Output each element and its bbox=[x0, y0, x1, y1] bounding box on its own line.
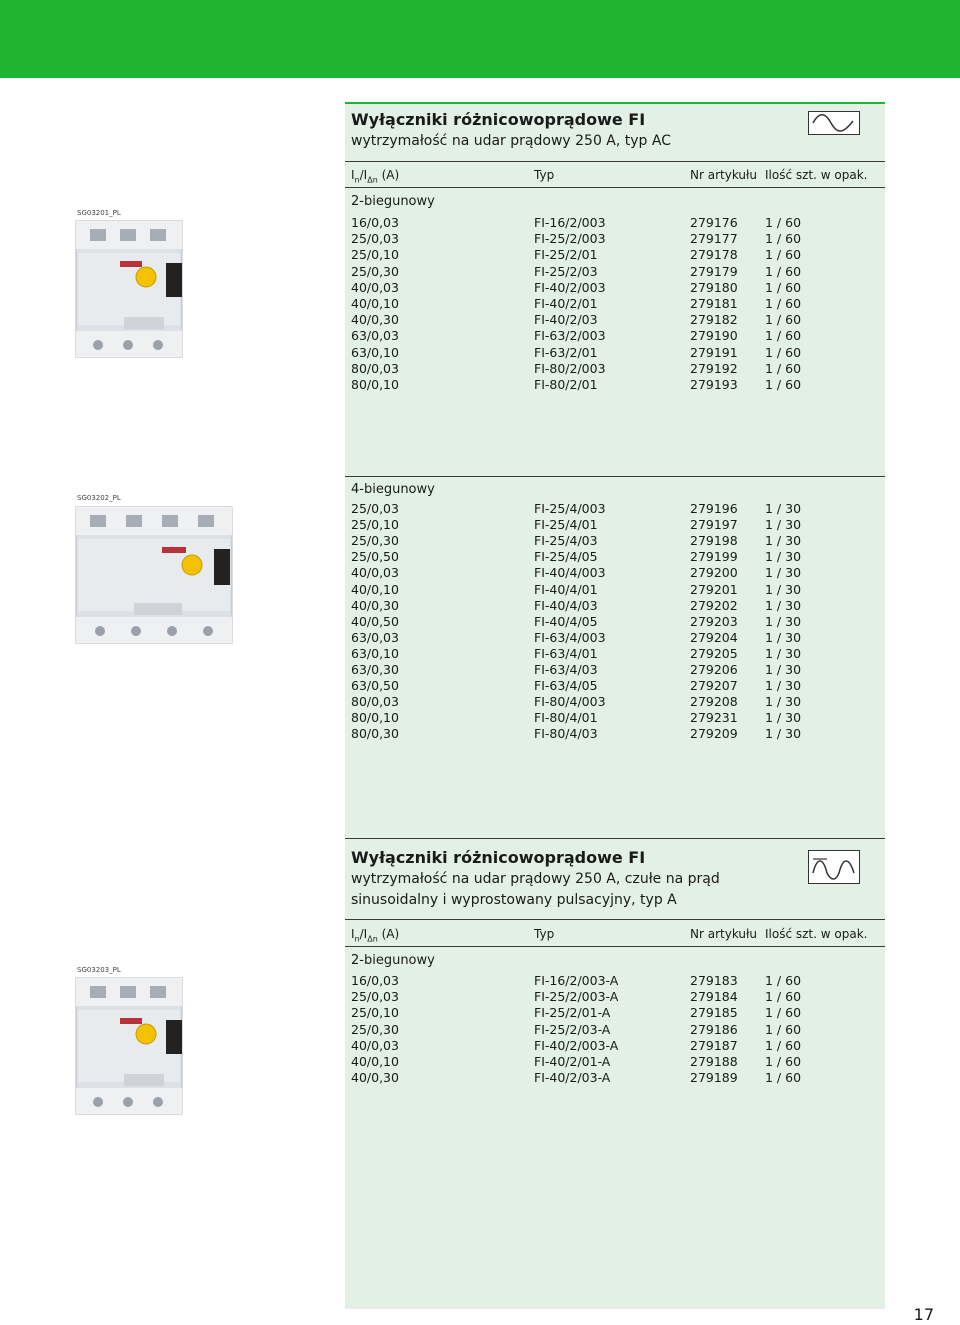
section3-subtitle-line2: sinusoidalny i wyprostowany pulsacyjny, typ A bbox=[351, 892, 677, 908]
rcd-2-pole-type-a-image bbox=[74, 976, 184, 1120]
table-row bbox=[351, 280, 871, 296]
cell-pack: 1 / 60 bbox=[765, 1021, 802, 1037]
table-row bbox=[351, 549, 871, 565]
cell-article: 279193 bbox=[690, 377, 738, 392]
cell-rating: 40/0,10 bbox=[351, 1054, 399, 1069]
cell-article: 279176 bbox=[690, 215, 738, 230]
cell-pack: 1 / 60 bbox=[765, 973, 802, 988]
cell-pack: 1 / 60 bbox=[765, 377, 802, 392]
table-row bbox=[351, 517, 871, 533]
table-row bbox=[351, 726, 871, 742]
cell-type: FI-25/2/003-A bbox=[534, 989, 619, 1005]
table-row bbox=[351, 989, 871, 1005]
col-header-article: Nr artykułu bbox=[690, 168, 758, 182]
table-row bbox=[351, 582, 871, 598]
cell-type: FI-25/4/03 bbox=[534, 533, 598, 549]
cell-article: 279188 bbox=[690, 1054, 738, 1069]
cell-rating: 16/0,03 bbox=[351, 973, 399, 988]
cell-type: FI-80/4/03 bbox=[534, 726, 598, 742]
cell-article: 279190 bbox=[690, 328, 738, 344]
cell-pack: 1 / 30 bbox=[765, 581, 802, 597]
col-header-rating: $I_n/I_{\Delta n}$ (A) bbox=[351, 168, 400, 185]
cell-pack: 1 / 60 bbox=[765, 1005, 802, 1021]
cell-pack: 1 / 30 bbox=[765, 517, 802, 533]
cell-type: FI-40/2/01 bbox=[534, 296, 598, 311]
cell-type: FI-25/2/01 bbox=[534, 247, 598, 263]
cell-type: FI-16/2/003 bbox=[534, 215, 606, 230]
cell-type: FI-25/2/03-A bbox=[534, 1021, 611, 1037]
cell-pack: 1 / 60 bbox=[765, 989, 802, 1005]
cell-rating: 25/0,03 bbox=[351, 501, 399, 516]
cell-rating: 40/0,30 bbox=[351, 1070, 399, 1086]
table-row bbox=[351, 312, 871, 328]
table-row bbox=[351, 694, 871, 710]
cell-rating: 40/0,10 bbox=[351, 296, 399, 311]
cell-rating: 25/0,30 bbox=[351, 533, 399, 549]
cell-article: 279178 bbox=[690, 247, 738, 263]
cell-rating: 63/0,10 bbox=[351, 344, 399, 360]
cell-rating: 40/0,10 bbox=[351, 581, 399, 597]
cell-pack: 1 / 60 bbox=[765, 247, 802, 263]
table-row bbox=[351, 361, 871, 377]
cell-type: FI-40/2/003 bbox=[534, 279, 606, 295]
cell-article: 279203 bbox=[690, 613, 738, 629]
cell-article: 279202 bbox=[690, 597, 738, 613]
section2-image-code: SG03202_PL bbox=[77, 494, 121, 502]
cell-article: 279231 bbox=[690, 710, 738, 726]
cell-rating: 40/0,03 bbox=[351, 1037, 399, 1053]
section3-title: Wyłączniki różnicowoprądowe FI bbox=[351, 848, 646, 867]
rcd-4-pole-image bbox=[74, 505, 234, 649]
cell-type: FI-40/2/03 bbox=[534, 312, 598, 328]
cell-type: FI-25/4/003 bbox=[534, 501, 606, 516]
cell-article: 279192 bbox=[690, 360, 738, 376]
table-row bbox=[351, 247, 871, 263]
cell-pack: 1 / 30 bbox=[765, 549, 802, 565]
table-row bbox=[351, 1005, 871, 1021]
cell-pack: 1 / 30 bbox=[765, 533, 802, 549]
cell-article: 279204 bbox=[690, 629, 738, 645]
cell-pack: 1 / 60 bbox=[765, 296, 802, 311]
cell-pack: 1 / 30 bbox=[765, 501, 802, 516]
cell-rating: 16/0,03 bbox=[351, 215, 399, 230]
section1-top-rule bbox=[345, 102, 885, 104]
table-row bbox=[351, 710, 871, 726]
cell-type: FI-63/4/01 bbox=[534, 645, 598, 661]
cell-article: 279197 bbox=[690, 517, 738, 533]
cell-rating: 80/0,03 bbox=[351, 360, 399, 376]
cell-pack: 1 / 30 bbox=[765, 613, 802, 629]
cell-article: 279207 bbox=[690, 678, 738, 694]
cell-article: 279181 bbox=[690, 296, 738, 311]
cell-type: FI-40/4/03 bbox=[534, 597, 598, 613]
table-row bbox=[351, 296, 871, 312]
cell-type: FI-63/4/003 bbox=[534, 629, 606, 645]
cell-type: FI-63/4/03 bbox=[534, 662, 598, 677]
section3-subtitle-line1: wytrzymałość na udar prądowy 250 A, czułe na prąd bbox=[351, 871, 720, 887]
table-row bbox=[351, 973, 871, 989]
section3-image-code: SG03203_PL bbox=[77, 966, 121, 974]
cell-type: FI-40/4/01 bbox=[534, 581, 598, 597]
section2-group-label: 4-biegunowy bbox=[351, 482, 435, 497]
table-row bbox=[351, 231, 871, 247]
cell-rating: 80/0,10 bbox=[351, 377, 399, 392]
cell-type: FI-40/2/003-A bbox=[534, 1037, 619, 1053]
cell-article: 279199 bbox=[690, 549, 738, 565]
cell-article: 279180 bbox=[690, 279, 738, 295]
cell-rating: 63/0,30 bbox=[351, 662, 399, 677]
cell-type: FI-25/4/01 bbox=[534, 517, 598, 533]
section1-header-rule bbox=[345, 161, 885, 162]
cell-pack: 1 / 30 bbox=[765, 678, 802, 694]
cell-article: 279206 bbox=[690, 662, 738, 677]
ac-sine-wave-icon bbox=[808, 111, 860, 135]
cell-rating: 63/0,10 bbox=[351, 645, 399, 661]
cell-article: 279177 bbox=[690, 231, 738, 247]
cell-article: 279205 bbox=[690, 645, 738, 661]
cell-pack: 1 / 60 bbox=[765, 215, 802, 230]
cell-article: 279201 bbox=[690, 581, 738, 597]
table-row bbox=[351, 1038, 871, 1054]
table-row bbox=[351, 565, 871, 581]
rcd-2-pole-image bbox=[74, 219, 184, 363]
cell-rating: 25/0,10 bbox=[351, 247, 399, 263]
top-green-bar bbox=[0, 0, 960, 78]
cell-pack: 1 / 60 bbox=[765, 279, 802, 295]
cell-pack: 1 / 60 bbox=[765, 328, 802, 344]
cell-rating: 63/0,03 bbox=[351, 629, 399, 645]
section3-group-label: 2-biegunowy bbox=[351, 953, 435, 968]
section1-header-bottom-rule bbox=[345, 187, 885, 188]
table-row bbox=[351, 533, 871, 549]
cell-rating: 80/0,10 bbox=[351, 710, 399, 726]
cell-type: FI-80/2/01 bbox=[534, 377, 598, 392]
cell-pack: 1 / 60 bbox=[765, 344, 802, 360]
table-row bbox=[351, 630, 871, 646]
col-header-type-2: Typ bbox=[534, 927, 555, 941]
section3-header-rule bbox=[345, 919, 885, 920]
cell-rating: 80/0,30 bbox=[351, 726, 399, 742]
cell-article: 279198 bbox=[690, 533, 738, 549]
cell-rating: 40/0,50 bbox=[351, 613, 399, 629]
cell-pack: 1 / 30 bbox=[765, 629, 802, 645]
cell-article: 279186 bbox=[690, 1021, 738, 1037]
cell-pack: 1 / 30 bbox=[765, 645, 802, 661]
cell-rating: 25/0,10 bbox=[351, 517, 399, 533]
cell-type: FI-40/4/003 bbox=[534, 565, 606, 581]
cell-type: FI-25/2/01-A bbox=[534, 1005, 611, 1021]
cell-article: 279185 bbox=[690, 1005, 738, 1021]
cell-type: FI-80/4/003 bbox=[534, 694, 606, 710]
cell-type: FI-40/2/01-A bbox=[534, 1054, 611, 1069]
table-row bbox=[351, 501, 871, 517]
cell-rating: 25/0,30 bbox=[351, 1021, 399, 1037]
cell-type: FI-40/2/03-A bbox=[534, 1070, 611, 1086]
cell-article: 279184 bbox=[690, 989, 738, 1005]
cell-pack: 1 / 60 bbox=[765, 1070, 802, 1086]
cell-type: FI-40/4/05 bbox=[534, 613, 598, 629]
cell-rating: 25/0,30 bbox=[351, 263, 399, 279]
table-row bbox=[351, 614, 871, 630]
section1-title: Wyłączniki różnicowoprądowe FI bbox=[351, 110, 646, 129]
cell-article: 279208 bbox=[690, 694, 738, 710]
table-row bbox=[351, 678, 871, 694]
cell-type: FI-25/2/003 bbox=[534, 231, 606, 247]
cell-pack: 1 / 60 bbox=[765, 1054, 802, 1069]
cell-article: 279200 bbox=[690, 565, 738, 581]
page-number: 17 bbox=[913, 1305, 934, 1324]
table-row bbox=[351, 1054, 871, 1070]
table-row bbox=[351, 345, 871, 361]
section2-top-rule bbox=[345, 476, 885, 477]
table-row bbox=[351, 215, 871, 231]
col-header-article-2: Nr artykułu bbox=[690, 927, 758, 941]
col-header-rating-2: $I_n/I_{\Delta n}$ (A) bbox=[351, 927, 400, 944]
cell-type: FI-16/2/003-A bbox=[534, 973, 619, 988]
cell-pack: 1 / 30 bbox=[765, 565, 802, 581]
cell-pack: 1 / 30 bbox=[765, 710, 802, 726]
table-row bbox=[351, 1070, 871, 1086]
cell-type: FI-80/4/01 bbox=[534, 710, 598, 726]
section1-group-label: 2-biegunowy bbox=[351, 194, 435, 209]
cell-article: 279189 bbox=[690, 1070, 738, 1086]
cell-pack: 1 / 60 bbox=[765, 312, 802, 328]
cell-pack: 1 / 60 bbox=[765, 231, 802, 247]
table-row bbox=[351, 1022, 871, 1038]
cell-type: FI-63/2/01 bbox=[534, 344, 598, 360]
cell-type: FI-80/2/003 bbox=[534, 360, 606, 376]
cell-rating: 63/0,50 bbox=[351, 678, 399, 694]
cell-pack: 1 / 60 bbox=[765, 263, 802, 279]
cell-rating: 40/0,03 bbox=[351, 279, 399, 295]
cell-rating: 63/0,03 bbox=[351, 328, 399, 344]
col-header-pack-2: Ilość szt. w opak. bbox=[765, 927, 868, 941]
cell-article: 279196 bbox=[690, 501, 738, 516]
cell-pack: 1 / 30 bbox=[765, 726, 802, 742]
cell-article: 279182 bbox=[690, 312, 738, 328]
table-row bbox=[351, 662, 871, 678]
section1-image-code: SG03201_PL bbox=[77, 209, 121, 217]
cell-pack: 1 / 60 bbox=[765, 1037, 802, 1053]
cell-pack: 1 / 60 bbox=[765, 360, 802, 376]
section3-header-bottom-rule bbox=[345, 946, 885, 947]
cell-pack: 1 / 30 bbox=[765, 597, 802, 613]
table-row bbox=[351, 377, 871, 393]
cell-rating: 40/0,30 bbox=[351, 597, 399, 613]
cell-rating: 80/0,03 bbox=[351, 694, 399, 710]
cell-rating: 25/0,03 bbox=[351, 989, 399, 1005]
table-row bbox=[351, 264, 871, 280]
table-row bbox=[351, 598, 871, 614]
cell-rating: 40/0,03 bbox=[351, 565, 399, 581]
section1-subtitle: wytrzymałość na udar prądowy 250 A, typ AC bbox=[351, 133, 671, 149]
cell-rating: 40/0,30 bbox=[351, 312, 399, 328]
cell-pack: 1 / 30 bbox=[765, 694, 802, 710]
cell-rating: 25/0,50 bbox=[351, 549, 399, 565]
cell-type: FI-25/2/03 bbox=[534, 263, 598, 279]
cell-article: 279183 bbox=[690, 973, 738, 988]
table-row bbox=[351, 328, 871, 344]
cell-article: 279179 bbox=[690, 263, 738, 279]
section3-top-rule bbox=[345, 838, 885, 839]
cell-rating: 25/0,03 bbox=[351, 231, 399, 247]
cell-type: FI-63/2/003 bbox=[534, 328, 606, 344]
cell-article: 279209 bbox=[690, 726, 738, 742]
cell-article: 279191 bbox=[690, 344, 738, 360]
cell-article: 279187 bbox=[690, 1037, 738, 1053]
cell-pack: 1 / 30 bbox=[765, 662, 802, 677]
cell-type: FI-25/4/05 bbox=[534, 549, 598, 565]
cell-type: FI-63/4/05 bbox=[534, 678, 598, 694]
col-header-type: Typ bbox=[534, 168, 555, 182]
pulsating-dc-wave-icon bbox=[808, 850, 860, 884]
col-header-pack: Ilość szt. w opak. bbox=[765, 168, 868, 182]
table-row bbox=[351, 646, 871, 662]
cell-rating: 25/0,10 bbox=[351, 1005, 399, 1021]
